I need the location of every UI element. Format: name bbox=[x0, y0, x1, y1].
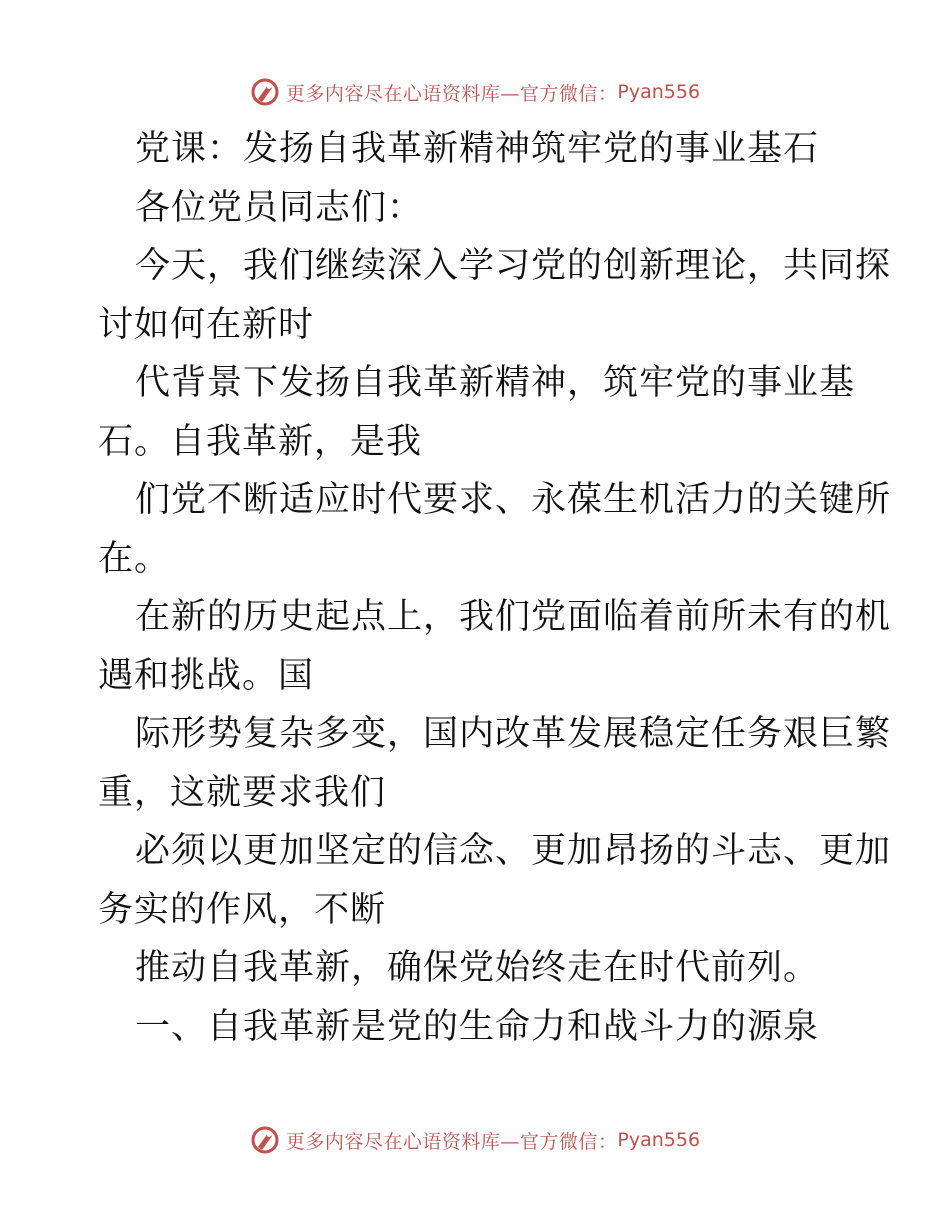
text-line: 必须以更加坚定的信念、更加昂扬的斗志、更加 bbox=[135, 831, 892, 871]
watermark-handle: Pyan556 bbox=[617, 1129, 701, 1151]
text-line: 遇和挑战。国 bbox=[98, 655, 315, 696]
text-line: 在新的历史起点上，我们党面临着前所未有的机 bbox=[135, 597, 892, 637]
watermark-text: 更多内容尽在心语资料库—官方微信： bbox=[285, 82, 618, 105]
text-line: 重，这就要求我们 bbox=[98, 772, 387, 813]
document-body bbox=[98, 120, 892, 1056]
text-line: 代背景下发扬自我革新精神，筑牢党的事业基 bbox=[135, 363, 856, 403]
section-heading: 一、自我革新是党的生命力和战斗力的源泉 bbox=[135, 1006, 820, 1047]
footer-watermark bbox=[0, 1120, 950, 1160]
document-title: 党课：发扬自我革新精神筑牢党的事业基石 bbox=[135, 129, 820, 169]
watermark-handle: Pyan556 bbox=[617, 81, 701, 103]
pen-nib-circle-icon bbox=[250, 77, 280, 107]
text-line: 讨如何在新时 bbox=[98, 304, 315, 345]
text-line: 今天，我们继续深入学习党的创新理论，共同探 bbox=[135, 246, 892, 286]
text-line: 在。 bbox=[98, 538, 171, 579]
text-line: 际形势复杂多变，国内改革发展稳定任务艰巨繁 bbox=[135, 714, 892, 754]
pen-nib-circle-icon bbox=[250, 1125, 280, 1155]
text-line: 石。自我革新，是我 bbox=[98, 421, 423, 462]
salutation: 各位党员同志们： bbox=[135, 187, 424, 228]
text-line: 务实的作风，不断 bbox=[98, 889, 387, 930]
text-line: 推动自我革新，确保党始终走在时代前列。 bbox=[135, 948, 820, 988]
header-watermark bbox=[0, 72, 950, 112]
text-line: 们党不断适应时代要求、永葆生机活力的关键所 bbox=[135, 480, 892, 520]
watermark-text: 更多内容尽在心语资料库—官方微信： bbox=[285, 1130, 618, 1153]
